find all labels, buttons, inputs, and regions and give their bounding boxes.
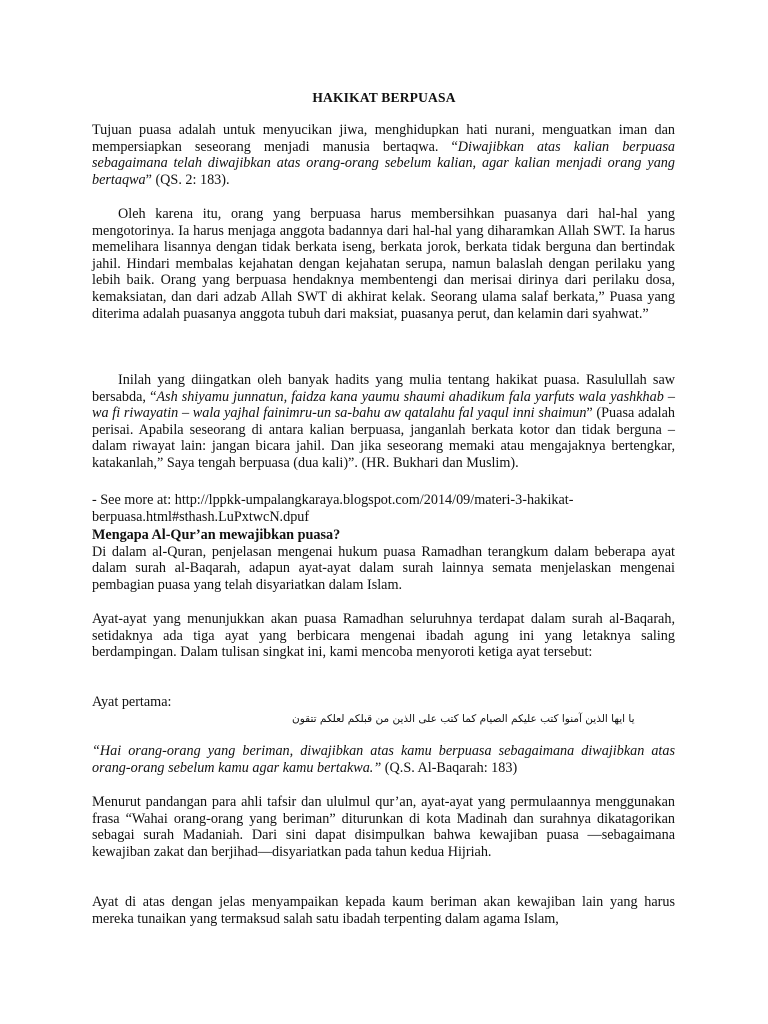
paragraph-intro <box>92 122 675 188</box>
intro-citation: ” (QS. 2: 183). <box>145 171 230 188</box>
cleanse-text: Oleh karena itu, orang yang berpuasa harus membersihkan puasanya dari hal-hal yang mengotorinya. Ia harus menjaga anggota badannya dari hal-hal yang diharamkan Allah SWT. Ia harus memelihara lisannya dengan tidak berkata iseng, berkata jorok, berkata tidak berguna dan bertindak jahil. Hindari membalas kejahatan dengan kejahatan serupa, namun balaslah dengan perilaku yang lebih baik. Orang yang berpuasa hendaknya membentengi dan merisai dirinya dari perilaku dosa, kemaksiatan, dan dari adzab Allah SWT di akhirat kelak. Seorang ulama salaf berkata,” Puasa yang diterima adalah puasanya anggota tubuh dari maksiat, puasanya perut, dan kelamin dari syahwat.” <box>92 206 675 322</box>
section-why-fasting <box>92 527 675 593</box>
hadith-translation: ” (Puasa adalah perisai. Apabila seseorang di antara kalian berpuasa, janganlah berkata kotor dan tidak berguna –dalam riwayat lain: jangan bicara jahil. Dan jika seseorang memaki atau mengajaknya bertengkar, katakanlah,” Saya tengah berpuasa (dua kali)”. (HR. Bukhari dan Muslim). <box>92 405 675 471</box>
hadith-arabic-transliteration: Ash shiyamu junnatun, faidza kana yaumu shaumi ahadikum fala yarfuts wala yashkhab –wa fi riwayatin – wala yajhal fainimru-un sa-bahu aw qatalahu fal yaqul inni shaimun <box>92 388 675 422</box>
quran-explanation: Di dalam al-Quran, penjelasan mengenai hukum puasa Ramadhan terangkum dalam beberapa ayat dalam surah al-Baqarah, adapun ayat-ayat dalam surah lainnya semata menjelaskan mengenai pembagian puasa yang telah disyariatkan dalam Islam. <box>92 543 675 593</box>
paragraph-tafsir <box>92 794 675 860</box>
intro-text: Tujuan puasa adalah untuk menyucikan jiwa, menghidupkan hati nurani, menguatkan iman dan mempersiapkan seseorang menjadi manusia bertaqwa. “ <box>92 122 675 155</box>
paragraph-cleanse <box>92 206 675 322</box>
obligation-text: Ayat di atas dengan jelas menyampaikan kepada kaum beriman akan kewajiban lain yang harus mereka tunaikan yang termaksud salah satu ibadah terpenting dalam agama Islam, <box>92 894 675 927</box>
first-verse-block <box>92 694 675 727</box>
arabic-verse: يا ايها الذين آمنوا كتب عليكم الصيام كما كتب على الذين من قبلكم لعلكم تتقون <box>292 712 635 725</box>
paragraph-obligation <box>92 894 675 927</box>
intro-quote: Diwajibkan atas kalian berpuasa sebagaimana telah diwajibkan atas orang-orang sebelum kalian, agar kalian menjadi orang yang bertaqwa <box>92 138 675 188</box>
verse-citation: (Q.S. Al-Baqarah: 183) <box>381 759 518 776</box>
tafsir-text: Menurut pandangan para ahli tafsir dan ululmul qur’an, ayat-ayat yang permulaannya menggunakan frasa “Wahai orang-orang yang beriman” diturunkan di kota Madinah dan surahnya dikatagorikan sebagai surah Madaniah. Dari sini dapat disimpulkan bahwa kewajiban puasa —sebagaimana kewajiban zakat dan berjihad—disyariatkan pada tahun kedua Hijriah. <box>92 794 675 860</box>
verse-translation <box>92 743 675 776</box>
see-more-link[interactable]: - See more at: http://lppkk-umpalangkaraya.blogspot.com/2014/09/materi-3-hakikat-berpuasa.html#sthash.LuPxtwcN.dpuf <box>92 492 574 525</box>
document-title: HAKIKAT BERPUASA <box>312 90 456 105</box>
ayat-overview: Ayat-ayat yang menunjukkan akan puasa Ramadhan seluruhnya terdapat dalam surah al-Baqarah, setidaknya ada tiga ayat yang berbicara mengenai ibadah agung ini yang letaknya saling berdampingan. Dalam tulisan singkat ini, kami mencoba menyoroti ketiga ayat tersebut: <box>92 611 675 661</box>
first-verse-label: Ayat pertama: <box>92 694 172 710</box>
paragraph-hadith <box>92 372 675 472</box>
verse-translation-text: “Hai orang-orang yang beriman, diwajibkan atas kamu berpuasa sebagaimana diwajibkan atas orang-orang sebelum kamu agar kamu bertakwa.” <box>92 743 675 776</box>
hadith-intro: Inilah yang diingatkan oleh banyak hadits yang mulia tentang hakikat puasa. Rasulullah saw bersabda, “ <box>92 372 675 405</box>
see-more-source <box>92 492 675 525</box>
paragraph-ayat <box>92 611 675 661</box>
section-heading: Mengapa Al-Qur’an mewajibkan puasa? <box>92 527 341 543</box>
